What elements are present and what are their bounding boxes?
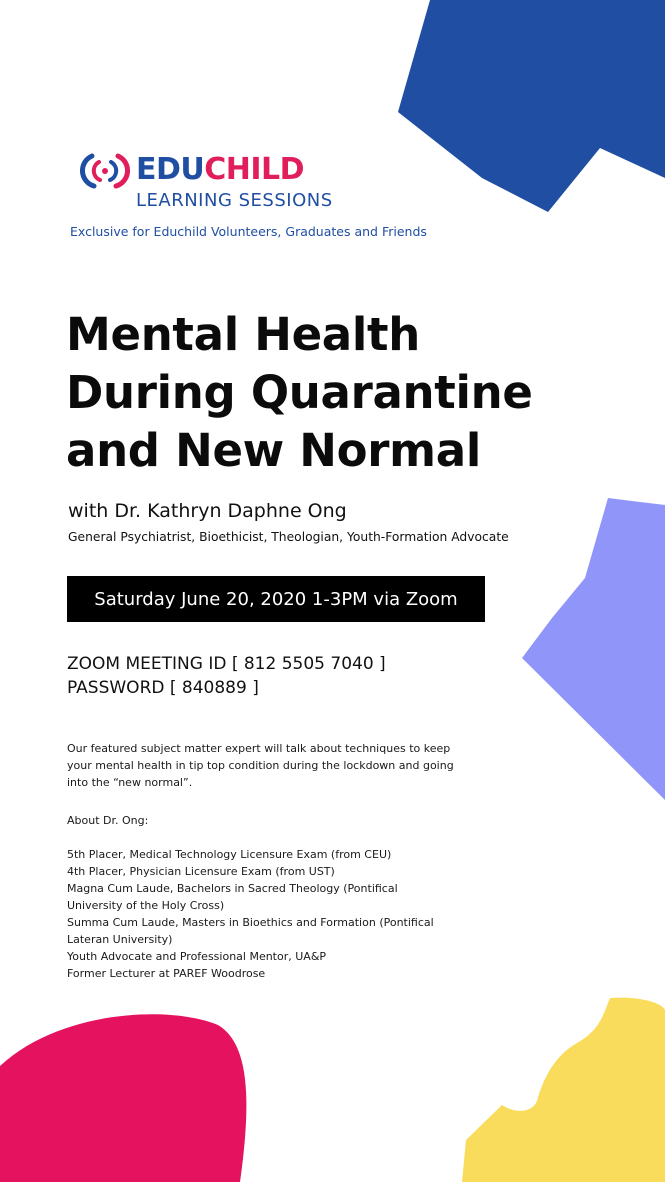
event-date-banner xyxy=(67,576,485,622)
about-item: 5th Placer, Medical Technology Licensure Exam (from CEU) xyxy=(67,848,392,861)
description-line: Our featured subject matter expert will talk about techniques to keep xyxy=(67,742,451,755)
zoom-meeting-id: ZOOM MEETING ID [ 812 5505 7040 ] xyxy=(67,654,386,674)
about-item: Magna Cum Laude, Bachelors in Sacred Theology (Pontifical xyxy=(67,882,398,895)
brand-subtitle: LEARNING SESSIONS xyxy=(136,190,333,211)
speaker-credentials: General Psychiatrist, Bioethicist, Theologian, Youth-Formation Advocate xyxy=(68,530,509,544)
zoom-details xyxy=(67,652,386,700)
event-date: Saturday June 20, 2020 1-3PM via Zoom xyxy=(94,588,458,610)
brand-name-part2: CHILD xyxy=(204,152,305,187)
magenta-shape xyxy=(0,1014,246,1182)
educhild-logo-icon xyxy=(78,150,132,192)
event-description xyxy=(67,740,454,791)
about-item: Youth Advocate and Professional Mentor, UA&P xyxy=(67,950,327,963)
about-item: Summa Cum Laude, Masters in Bioethics and Formation (Pontifical xyxy=(67,916,434,929)
about-heading: About Dr. Ong: xyxy=(67,814,149,827)
lavender-shape xyxy=(522,498,665,800)
blue-shape xyxy=(398,0,665,212)
event-title-line: and New Normal xyxy=(66,424,481,477)
speaker-name: with Dr. Kathryn Daphne Ong xyxy=(68,500,347,522)
about-list xyxy=(67,846,434,982)
event-title-line: Mental Health xyxy=(66,308,420,361)
description-line: your mental health in tip top condition during the lockdown and going xyxy=(67,759,454,772)
description-line: into the “new normal”. xyxy=(67,776,193,789)
about-item: Former Lecturer at PAREF Woodrose xyxy=(67,967,266,980)
brand-name-part1: EDU xyxy=(136,152,205,187)
brand-name xyxy=(136,152,304,188)
about-item: University of the Holy Cross) xyxy=(67,899,225,912)
event-title-line: During Quarantine xyxy=(66,366,533,419)
brand-tagline: Exclusive for Educhild Volunteers, Graduates and Friends xyxy=(70,224,427,239)
about-item: 4th Placer, Physician Licensure Exam (from UST) xyxy=(67,865,335,878)
zoom-password: PASSWORD [ 840889 ] xyxy=(67,678,259,698)
about-item: Lateran University) xyxy=(67,933,173,946)
yellow-shape xyxy=(462,998,665,1182)
event-title xyxy=(66,306,626,480)
